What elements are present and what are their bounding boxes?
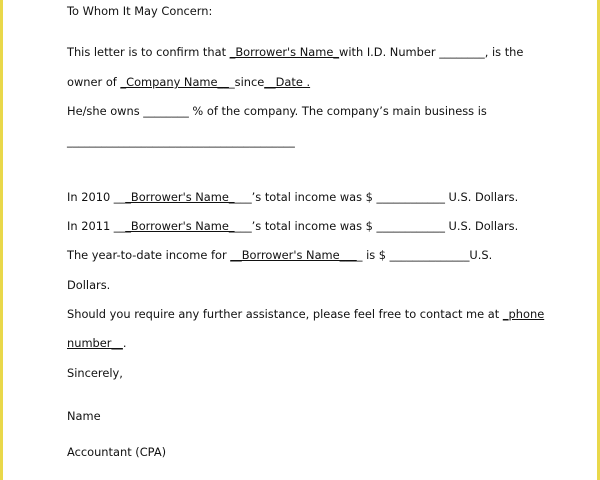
borrower-name-field: _Borrower's Name_ [229, 45, 340, 59]
salutation: To Whom It May Concern: [67, 4, 213, 18]
text: The year-to-date income for [67, 248, 231, 262]
signature-name: Name [67, 409, 101, 423]
signature-title: Accountant (CPA) [67, 445, 167, 459]
text: _since [228, 75, 265, 89]
ytd-income-line-2: Dollars. [67, 278, 111, 292]
assistance-line-1 [67, 307, 544, 321]
text: Should you require any further assistance, please feel free to contact me at [67, 307, 503, 321]
income-2010-line [67, 190, 518, 204]
company-name-field: _Company Name__ [120, 75, 229, 89]
paragraph-confirm-line-1 [67, 45, 523, 59]
income-2011-line [67, 219, 518, 233]
phone-field: _phone [502, 307, 545, 321]
business-blank-line: ________________________________________ [67, 134, 295, 148]
text: ___’s total income was $ ____________ U.S. Dollars. [234, 190, 519, 204]
closing: Sincerely, [67, 366, 123, 380]
text: owner of [67, 75, 121, 89]
text: In 2011 __ [67, 219, 126, 233]
text: _ is $ ______________U.S. [356, 248, 493, 262]
date-field: __Date . [264, 75, 311, 89]
borrower-name-field: __Borrower's Name___ [230, 248, 357, 262]
text: This letter is to confirm that [67, 45, 230, 59]
assistance-line-2 [67, 336, 126, 350]
borrower-name-field: _Borrower's Name_ [125, 219, 235, 233]
text: with I.D. Number ________, is the [339, 45, 524, 59]
text: In 2010 __ [67, 190, 126, 204]
paragraph-confirm-line-2 [67, 75, 310, 89]
ownership-line: He/she owns ________ % of the company. The company’s main business is [67, 104, 487, 118]
text: . [122, 336, 127, 350]
ytd-income-line [67, 248, 492, 262]
text: ___’s total income was $ ____________ U.S. Dollars. [234, 219, 519, 233]
borrower-name-field: _Borrower's Name_ [125, 190, 235, 204]
phone-field: number__ [67, 336, 123, 350]
